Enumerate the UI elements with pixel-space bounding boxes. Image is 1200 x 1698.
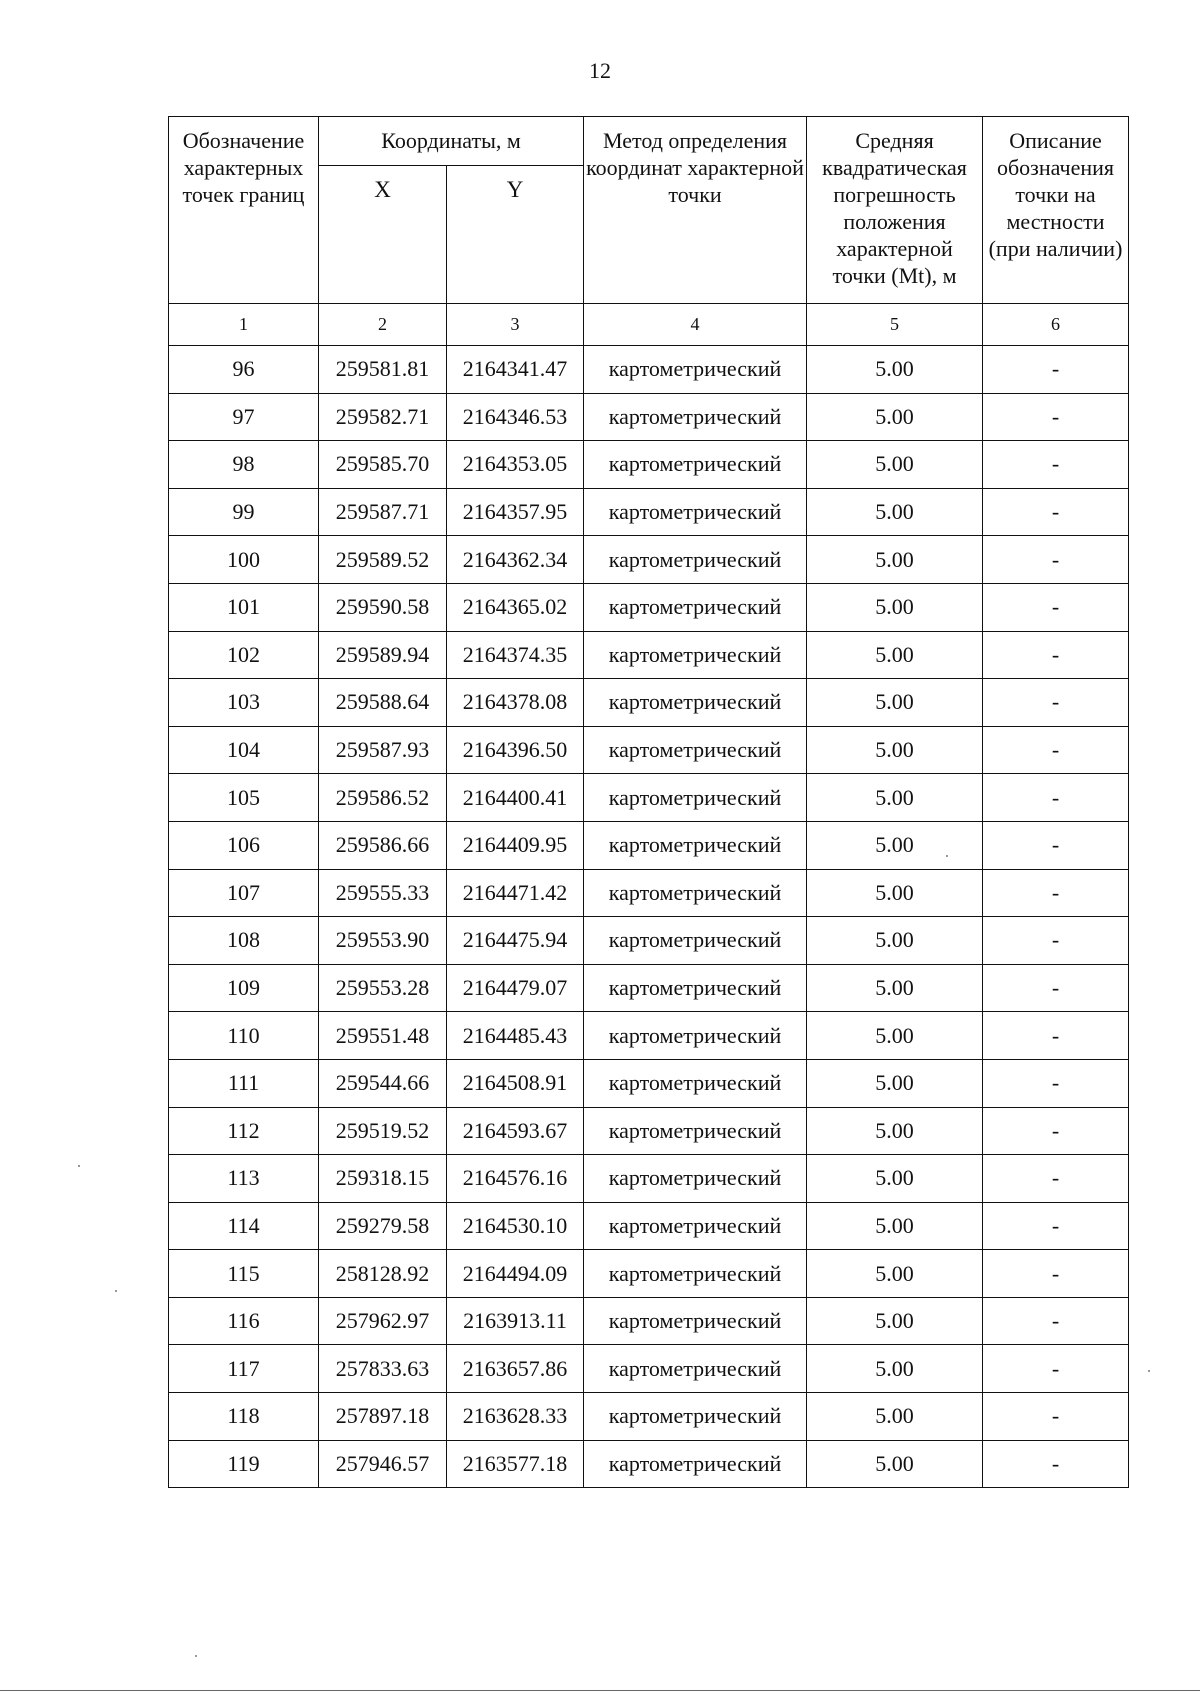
table-row: [169, 1345, 1129, 1393]
cell-error: 5.00: [807, 917, 983, 965]
table-row: [169, 1440, 1129, 1488]
table-row: [169, 1059, 1129, 1107]
table-row: [169, 917, 1129, 965]
table-row: [169, 1155, 1129, 1203]
cell-method: картометрический: [584, 1155, 807, 1203]
cell-description: -: [983, 1250, 1129, 1298]
cell-description: -: [983, 346, 1129, 394]
header-designation: Обозначение характерных точек границ: [169, 117, 319, 304]
cell-x: 259588.64: [319, 679, 447, 727]
cell-description: -: [983, 583, 1129, 631]
cell-point: 102: [169, 631, 319, 679]
cell-description: -: [983, 869, 1129, 917]
cell-method: картометрический: [584, 917, 807, 965]
header-error: Средняя квадратическая погрешность положения характерной точки (Mt), м: [807, 117, 983, 304]
table-row: [169, 393, 1129, 441]
cell-description: -: [983, 917, 1129, 965]
cell-point: 113: [169, 1155, 319, 1203]
cell-point: 112: [169, 1107, 319, 1155]
table-header-row: [169, 117, 1129, 166]
table-row: [169, 1393, 1129, 1441]
cell-x: 259582.71: [319, 393, 447, 441]
cell-y: 2164494.09: [447, 1250, 584, 1298]
cell-error: 5.00: [807, 1393, 983, 1441]
cell-point: 96: [169, 346, 319, 394]
table-row: [169, 821, 1129, 869]
cell-method: картометрический: [584, 774, 807, 822]
cell-y: 2164357.95: [447, 488, 584, 536]
cell-method: картометрический: [584, 1012, 807, 1060]
column-number-row: [169, 304, 1129, 346]
cell-method: картометрический: [584, 1297, 807, 1345]
table-row: [169, 1250, 1129, 1298]
cell-x: 259555.33: [319, 869, 447, 917]
cell-x: 259589.52: [319, 536, 447, 584]
column-number: 2: [319, 304, 447, 346]
cell-error: 5.00: [807, 1297, 983, 1345]
cell-x: 259544.66: [319, 1059, 447, 1107]
table-row: [169, 679, 1129, 727]
cell-point: 106: [169, 821, 319, 869]
cell-description: -: [983, 1440, 1129, 1488]
cell-description: -: [983, 1155, 1129, 1203]
cell-method: картометрический: [584, 869, 807, 917]
cell-error: 5.00: [807, 441, 983, 489]
cell-error: 5.00: [807, 679, 983, 727]
cell-description: -: [983, 774, 1129, 822]
cell-point: 114: [169, 1202, 319, 1250]
cell-y: 2164508.91: [447, 1059, 584, 1107]
cell-y: 2164365.02: [447, 583, 584, 631]
cell-description: -: [983, 1393, 1129, 1441]
cell-y: 2164485.43: [447, 1012, 584, 1060]
cell-error: 5.00: [807, 964, 983, 1012]
scan-speck: [946, 855, 948, 857]
cell-y: 2164374.35: [447, 631, 584, 679]
header-coordinates: Координаты, м: [319, 117, 584, 166]
scan-edge-line: [0, 1690, 1200, 1691]
cell-method: картометрический: [584, 536, 807, 584]
cell-x: 259279.58: [319, 1202, 447, 1250]
cell-description: -: [983, 1059, 1129, 1107]
cell-x: 257833.63: [319, 1345, 447, 1393]
table-row: [169, 536, 1129, 584]
cell-error: 5.00: [807, 1250, 983, 1298]
cell-point: 110: [169, 1012, 319, 1060]
cell-description: -: [983, 441, 1129, 489]
table-row: [169, 869, 1129, 917]
table-row: [169, 1202, 1129, 1250]
cell-y: 2164353.05: [447, 441, 584, 489]
cell-method: картометрический: [584, 679, 807, 727]
cell-error: 5.00: [807, 1155, 983, 1203]
cell-x: 259589.94: [319, 631, 447, 679]
cell-point: 115: [169, 1250, 319, 1298]
cell-error: 5.00: [807, 1202, 983, 1250]
cell-description: -: [983, 536, 1129, 584]
table-row: [169, 726, 1129, 774]
cell-error: 5.00: [807, 488, 983, 536]
cell-point: 105: [169, 774, 319, 822]
cell-y: 2164400.41: [447, 774, 584, 822]
cell-x: 259581.81: [319, 346, 447, 394]
cell-method: картометрический: [584, 1250, 807, 1298]
column-number: 4: [584, 304, 807, 346]
cell-point: 118: [169, 1393, 319, 1441]
cell-x: 259587.93: [319, 726, 447, 774]
cell-y: 2164346.53: [447, 393, 584, 441]
cell-point: 98: [169, 441, 319, 489]
cell-y: 2164378.08: [447, 679, 584, 727]
table-row: [169, 964, 1129, 1012]
cell-method: картометрический: [584, 583, 807, 631]
cell-description: -: [983, 1202, 1129, 1250]
scan-speck: [78, 1165, 80, 1167]
cell-y: 2163577.18: [447, 1440, 584, 1488]
cell-point: 108: [169, 917, 319, 965]
table-row: [169, 441, 1129, 489]
scan-speck: [1148, 1370, 1150, 1372]
cell-point: 107: [169, 869, 319, 917]
cell-y: 2164530.10: [447, 1202, 584, 1250]
cell-point: 109: [169, 964, 319, 1012]
cell-error: 5.00: [807, 536, 983, 584]
cell-x: 259586.66: [319, 821, 447, 869]
cell-x: 259318.15: [319, 1155, 447, 1203]
cell-point: 97: [169, 393, 319, 441]
cell-x: 259585.70: [319, 441, 447, 489]
cell-x: 258128.92: [319, 1250, 447, 1298]
header-description: Описание обозначения точки на местности (при наличии): [983, 117, 1129, 304]
cell-y: 2163628.33: [447, 1393, 584, 1441]
cell-y: 2164593.67: [447, 1107, 584, 1155]
table-row: [169, 583, 1129, 631]
cell-y: 2163913.11: [447, 1297, 584, 1345]
cell-method: картометрический: [584, 393, 807, 441]
table-row: [169, 488, 1129, 536]
column-number: 5: [807, 304, 983, 346]
header-y: Y: [447, 166, 584, 304]
table-body: [169, 346, 1129, 1488]
cell-point: 111: [169, 1059, 319, 1107]
cell-point: 99: [169, 488, 319, 536]
cell-error: 5.00: [807, 1107, 983, 1155]
cell-method: картометрический: [584, 631, 807, 679]
table-row: [169, 631, 1129, 679]
cell-method: картометрический: [584, 1059, 807, 1107]
cell-method: картометрический: [584, 821, 807, 869]
cell-y: 2164479.07: [447, 964, 584, 1012]
cell-method: картометрический: [584, 964, 807, 1012]
cell-x: 257962.97: [319, 1297, 447, 1345]
cell-description: -: [983, 1297, 1129, 1345]
cell-x: 257946.57: [319, 1440, 447, 1488]
header-x: X: [319, 166, 447, 304]
cell-point: 104: [169, 726, 319, 774]
column-number: 3: [447, 304, 584, 346]
table-row: [169, 1297, 1129, 1345]
cell-error: 5.00: [807, 869, 983, 917]
cell-x: 259553.90: [319, 917, 447, 965]
cell-point: 117: [169, 1345, 319, 1393]
cell-x: 257897.18: [319, 1393, 447, 1441]
cell-error: 5.00: [807, 726, 983, 774]
cell-description: -: [983, 1345, 1129, 1393]
cell-point: 116: [169, 1297, 319, 1345]
cell-y: 2164471.42: [447, 869, 584, 917]
cell-error: 5.00: [807, 1345, 983, 1393]
cell-method: картометрический: [584, 1440, 807, 1488]
column-number: 1: [169, 304, 319, 346]
cell-y: 2164362.34: [447, 536, 584, 584]
scan-speck: [195, 1655, 197, 1657]
boundary-points-table: [168, 116, 1129, 1488]
scan-speck: [115, 1290, 117, 1292]
cell-error: 5.00: [807, 393, 983, 441]
cell-y: 2164475.94: [447, 917, 584, 965]
cell-error: 5.00: [807, 1440, 983, 1488]
cell-point: 100: [169, 536, 319, 584]
table-row: [169, 774, 1129, 822]
cell-error: 5.00: [807, 821, 983, 869]
cell-error: 5.00: [807, 774, 983, 822]
cell-x: 259590.58: [319, 583, 447, 631]
cell-method: картометрический: [584, 1345, 807, 1393]
cell-description: -: [983, 726, 1129, 774]
cell-description: -: [983, 679, 1129, 727]
cell-x: 259586.52: [319, 774, 447, 822]
cell-point: 101: [169, 583, 319, 631]
cell-description: -: [983, 821, 1129, 869]
cell-y: 2164341.47: [447, 346, 584, 394]
cell-y: 2163657.86: [447, 1345, 584, 1393]
cell-method: картометрический: [584, 488, 807, 536]
cell-description: -: [983, 631, 1129, 679]
cell-method: картометрический: [584, 1393, 807, 1441]
cell-error: 5.00: [807, 631, 983, 679]
cell-x: 259553.28: [319, 964, 447, 1012]
cell-y: 2164396.50: [447, 726, 584, 774]
table-row: [169, 1012, 1129, 1060]
cell-method: картометрический: [584, 441, 807, 489]
header-method: Метод определения координат характерной точки: [584, 117, 807, 304]
cell-error: 5.00: [807, 1012, 983, 1060]
cell-method: картометрический: [584, 1107, 807, 1155]
cell-x: 259519.52: [319, 1107, 447, 1155]
cell-x: 259551.48: [319, 1012, 447, 1060]
cell-method: картометрический: [584, 1202, 807, 1250]
table-row: [169, 346, 1129, 394]
cell-y: 2164576.16: [447, 1155, 584, 1203]
cell-description: -: [983, 488, 1129, 536]
cell-method: картометрический: [584, 346, 807, 394]
cell-point: 119: [169, 1440, 319, 1488]
cell-description: -: [983, 1107, 1129, 1155]
cell-description: -: [983, 393, 1129, 441]
column-number: 6: [983, 304, 1129, 346]
cell-method: картометрический: [584, 726, 807, 774]
cell-error: 5.00: [807, 1059, 983, 1107]
cell-description: -: [983, 964, 1129, 1012]
cell-point: 103: [169, 679, 319, 727]
page-number: 12: [589, 58, 611, 83]
table-row: [169, 1107, 1129, 1155]
cell-x: 259587.71: [319, 488, 447, 536]
cell-error: 5.00: [807, 346, 983, 394]
cell-y: 2164409.95: [447, 821, 584, 869]
cell-description: -: [983, 1012, 1129, 1060]
cell-error: 5.00: [807, 583, 983, 631]
